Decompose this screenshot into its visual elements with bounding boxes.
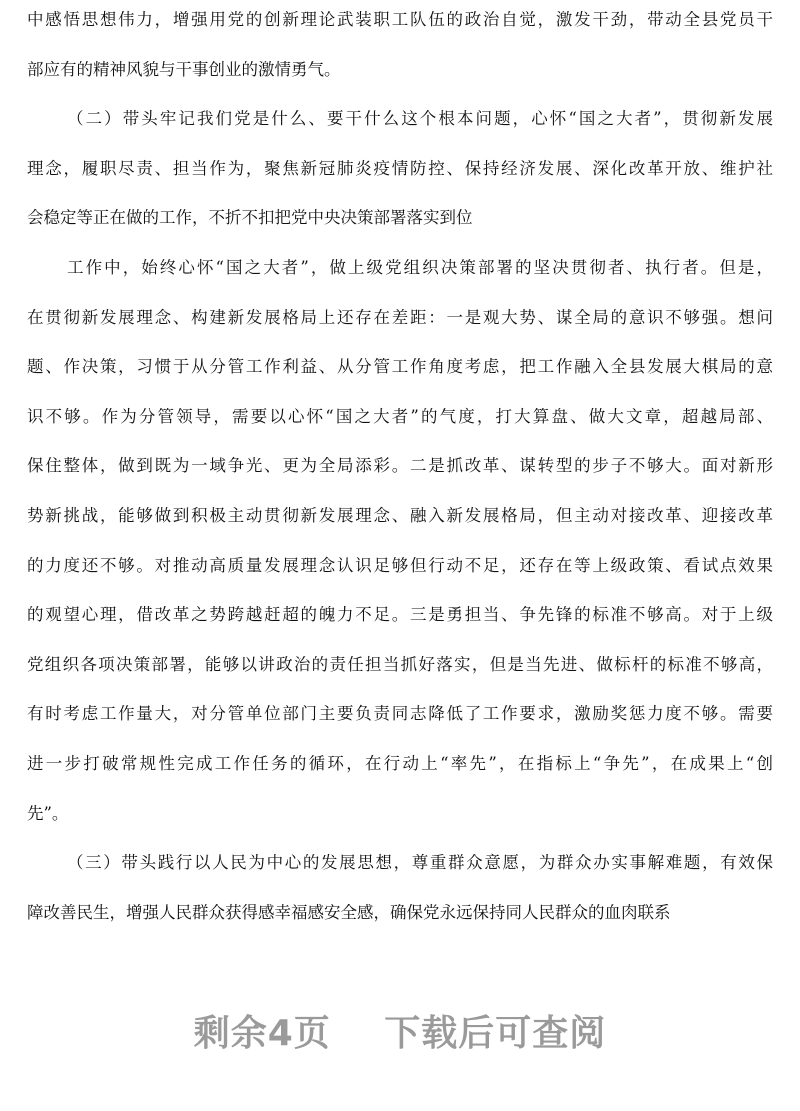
text-line: （二）带头牢记我们党是什么、要干什么这个根本问题，心怀“国之大者”，贯彻新发展 [67, 109, 773, 129]
text-line: 在贯彻新发展理念、构建新发展格局上还存在差距：一是观大势、谋全局的意识不够强。想问 [27, 307, 773, 327]
text-line: 中感悟思想伟力，增强用党的创新理论武装职工队伍的政治自觉，激发干劲，带动全县党员干 [27, 10, 773, 29]
text-line: 会稳定等正在做的工作，不折不扣把党中央决策部署落实到位 [27, 208, 473, 228]
text-line: 部应有的精神风貌与干事创业的激情勇气。 [27, 59, 341, 79]
download-to-view-text[interactable]: 下载后可查阅 [384, 1013, 607, 1054]
text-line: 识不够。作为分管领导，需要以心怀“国之大者”的气度，打大算盘、做大文章，超越局部、 [27, 406, 773, 426]
text-line: 势新挑战，能够做到积极主动贯彻新发展理念、融入新发展格局，但主动对接改革、迎接改革 [27, 505, 773, 525]
text-line: 理念，履职尽责、担当作为，聚焦新冠肺炎疫情防控、保持经济发展、深化改革开放、维护社 [27, 158, 773, 178]
text-line: 障改善民生，增强人民群众获得感幸福感安全感，确保党永远保持同人民群众的血肉联系 [27, 902, 671, 922]
text-line: 保住整体，做到既为一域争光、更为全局添彩。二是抓改革、谋转型的步子不够大。面对新形 [27, 456, 773, 476]
text-line: 党组织各项决策部署，能够以讲政治的责任担当抓好落实，但是当先进、做标杆的标准不够高， [27, 654, 773, 674]
remaining-pages-text: 剩余4页 [193, 1013, 331, 1054]
document-body [27, 0, 773, 942]
text-line: 有时考虑工作量大，对分管单位部门主要负责同志降低了工作要求，激励奖惩力度不够。需要 [27, 704, 773, 724]
text-line: 题、作决策，习惯于从分管工作利益、从分管工作角度考虑，把工作融入全县发展大棋局的意 [27, 357, 773, 377]
text-line: 进一步打破常规性完成工作任务的循环，在行动上“率先”，在指标上“争先”，在成果上“创 [27, 753, 773, 773]
text-line: 先”。 [27, 803, 69, 823]
text-line: 工作中，始终心怀“国之大者”，做上级党组织决策部署的坚决贯彻者、执行者。但是， [67, 257, 773, 277]
text-line: 的力度还不够。对推动高质量发展理念认识足够但行动不足，还存在等上级政策、看试点效果 [27, 555, 773, 575]
text-line: （三）带头践行以人民为中心的发展思想，尊重群众意愿，为群众办实事解难题，有效保 [67, 853, 773, 873]
text-line: 的观望心理，借改革之势跨越赶超的魄力不足。三是勇担当、争先锋的标准不够高。对于上级 [27, 605, 773, 625]
download-prompt[interactable] [0, 1005, 800, 1056]
